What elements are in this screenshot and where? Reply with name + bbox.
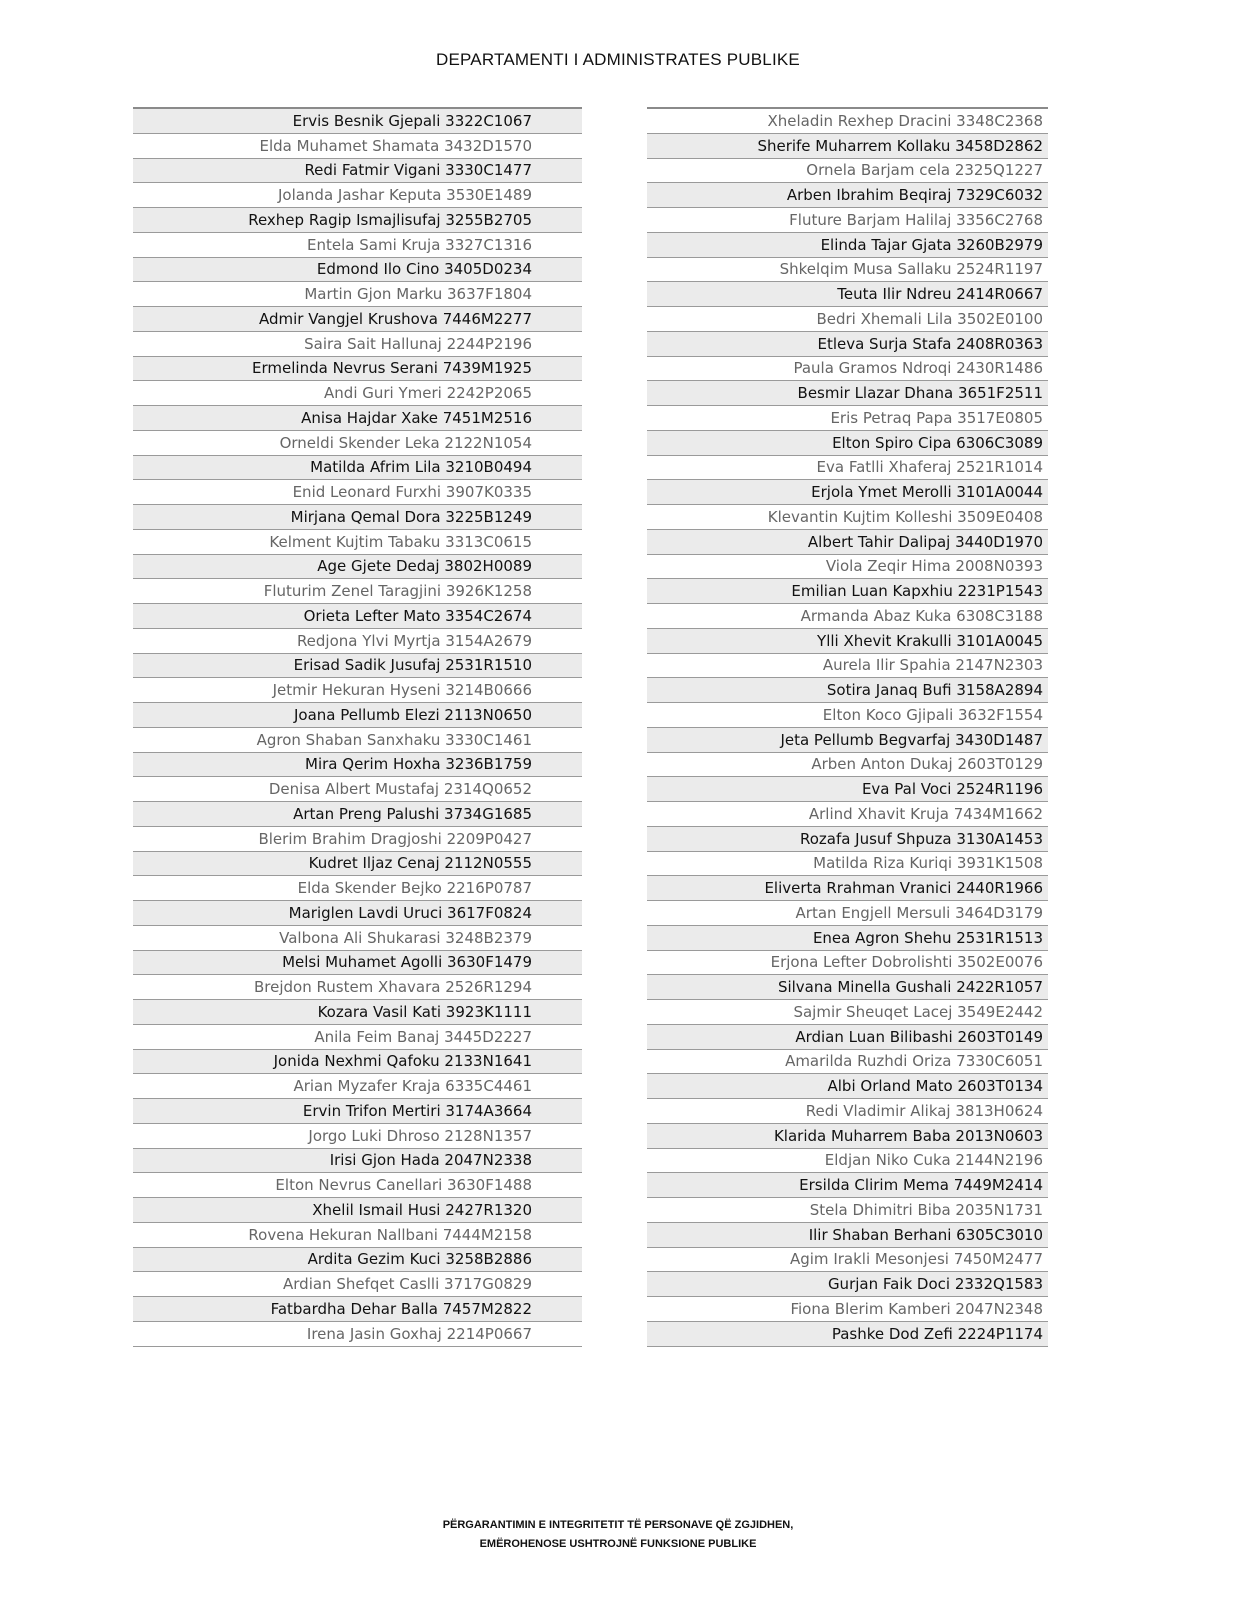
list-item: Klevantin Kujtim Kolleshi 3509E0408 <box>647 505 1048 530</box>
list-item: Agim Irakli Mesonjesi 7450M2477 <box>647 1248 1048 1273</box>
list-item: Fluturim Zenel Taragjini 3926K1258 <box>133 579 582 604</box>
list-item: Stela Dhimitri Biba 2035N1731 <box>647 1198 1048 1223</box>
list-item: Redi Vladimir Alikaj 3813H0624 <box>647 1099 1048 1124</box>
list-item: Ornela Barjam cela 2325Q1227 <box>647 159 1048 184</box>
list-item: Irena Jasin Goxhaj 2214P0667 <box>133 1322 582 1347</box>
list-item: Kozara Vasil Kati 3923K1111 <box>133 1000 582 1025</box>
list-item: Eliverta Rrahman Vranici 2440R1966 <box>647 876 1048 901</box>
right-name-list <box>647 107 1048 1347</box>
list-item: Ardian Luan Bilibashi 2603T0149 <box>647 1025 1048 1050</box>
list-item: Elinda Tajar Gjata 3260B2979 <box>647 233 1048 258</box>
list-item: Aurela Ilir Spahia 2147N2303 <box>647 654 1048 679</box>
list-item: Viola Zeqir Hima 2008N0393 <box>647 555 1048 580</box>
list-item: Ervis Besnik Gjepali 3322C1067 <box>133 109 582 134</box>
list-item: Elton Nevrus Canellari 3630F1488 <box>133 1173 582 1198</box>
list-item: Ylli Xhevit Krakulli 3101A0045 <box>647 629 1048 654</box>
list-item: Agron Shaban Sanxhaku 3330C1461 <box>133 728 582 753</box>
list-item: Elda Skender Bejko 2216P0787 <box>133 876 582 901</box>
list-item: Jorgo Luki Dhroso 2128N1357 <box>133 1124 582 1149</box>
list-item: Eva Pal Voci 2524R1196 <box>647 777 1048 802</box>
list-item: Rexhep Ragip Ismajlisufaj 3255B2705 <box>133 208 582 233</box>
list-item: Ardita Gezim Kuci 3258B2886 <box>133 1248 582 1273</box>
list-item: Saira Sait Hallunaj 2244P2196 <box>133 332 582 357</box>
list-item: Jolanda Jashar Keputa 3530E1489 <box>133 183 582 208</box>
list-item: Mirjana Qemal Dora 3225B1249 <box>133 505 582 530</box>
list-item: Bedri Xhemali Lila 3502E0100 <box>647 307 1048 332</box>
list-item: Blerim Brahim Dragjoshi 2209P0427 <box>133 827 582 852</box>
list-item: Ersilda Clirim Mema 7449M2414 <box>647 1173 1048 1198</box>
list-item: Albi Orland Mato 2603T0134 <box>647 1074 1048 1099</box>
left-name-list <box>133 107 582 1347</box>
list-item: Fluture Barjam Halilaj 3356C2768 <box>647 208 1048 233</box>
list-item: Armanda Abaz Kuka 6308C3188 <box>647 604 1048 629</box>
list-item: Edmond Ilo Cino 3405D0234 <box>133 258 582 283</box>
list-item: Pashke Dod Zefi 2224P1174 <box>647 1322 1048 1347</box>
list-item: Enid Leonard Furxhi 3907K0335 <box>133 480 582 505</box>
list-item: Artan Engjell Mersuli 3464D3179 <box>647 901 1048 926</box>
list-item: Ervin Trifon Mertiri 3174A3664 <box>133 1099 582 1124</box>
list-item: Xheladin Rexhep Dracini 3348C2368 <box>647 109 1048 134</box>
footer-line-2: EMËROHENOSE USHTROJNË FUNKSIONE PUBLIKE <box>479 1538 757 1550</box>
list-item: Matilda Riza Kuriqi 3931K1508 <box>647 852 1048 877</box>
list-item: Arian Myzafer Kraja 6335C4461 <box>133 1074 582 1099</box>
footer-line-1: PËRGARANTIMIN E INTEGRITETIT TË PERSONAVE QË ZGJIDHEN, <box>442 1519 794 1531</box>
list-item: Martin Gjon Marku 3637F1804 <box>133 282 582 307</box>
list-item: Paula Gramos Ndroqi 2430R1486 <box>647 357 1048 382</box>
list-item: Besmir Llazar Dhana 3651F2511 <box>647 381 1048 406</box>
list-item: Amarilda Ruzhdi Oriza 7330C6051 <box>647 1050 1048 1075</box>
footer <box>0 1516 1236 1554</box>
list-item: Arlind Xhavit Kruja 7434M1662 <box>647 802 1048 827</box>
list-item: Enea Agron Shehu 2531R1513 <box>647 926 1048 951</box>
list-item: Erjona Lefter Dobrolishti 3502E0076 <box>647 951 1048 976</box>
list-item: Xhelil Ismail Husi 2427R1320 <box>133 1198 582 1223</box>
list-item: Melsi Muhamet Agolli 3630F1479 <box>133 951 582 976</box>
list-item: Sotira Janaq Bufi 3158A2894 <box>647 678 1048 703</box>
list-item: Kelment Kujtim Tabaku 3313C0615 <box>133 530 582 555</box>
list-item: Elton Koco Gjipali 3632F1554 <box>647 703 1048 728</box>
list-item: Matilda Afrim Lila 3210B0494 <box>133 456 582 481</box>
list-item: Erisad Sadik Jusufaj 2531R1510 <box>133 654 582 679</box>
list-item: Redi Fatmir Vigani 3330C1477 <box>133 159 582 184</box>
list-item: Emilian Luan Kapxhiu 2231P1543 <box>647 579 1048 604</box>
list-item: Age Gjete Dedaj 3802H0089 <box>133 555 582 580</box>
list-item: Sherife Muharrem Kollaku 3458D2862 <box>647 134 1048 159</box>
list-item: Admir Vangjel Krushova 7446M2277 <box>133 307 582 332</box>
list-item: Rozafa Jusuf Shpuza 3130A1453 <box>647 827 1048 852</box>
list-item: Arben Ibrahim Beqiraj 7329C6032 <box>647 183 1048 208</box>
list-item: Teuta Ilir Ndreu 2414R0667 <box>647 282 1048 307</box>
list-item: Eldjan Niko Cuka 2144N2196 <box>647 1149 1048 1174</box>
list-item: Anila Feim Banaj 3445D2227 <box>133 1025 582 1050</box>
list-item: Etleva Surja Stafa 2408R0363 <box>647 332 1048 357</box>
list-item: Ilir Shaban Berhani 6305C3010 <box>647 1223 1048 1248</box>
list-item: Jonida Nexhmi Qafoku 2133N1641 <box>133 1050 582 1075</box>
list-item: Irisi Gjon Hada 2047N2338 <box>133 1149 582 1174</box>
list-item: Eva Fatlli Xhaferaj 2521R1014 <box>647 456 1048 481</box>
list-item: Jetmir Hekuran Hyseni 3214B0666 <box>133 678 582 703</box>
list-item: Mira Qerim Hoxha 3236B1759 <box>133 753 582 778</box>
list-item: Elda Muhamet Shamata 3432D1570 <box>133 134 582 159</box>
list-item: Gurjan Faik Doci 2332Q1583 <box>647 1272 1048 1297</box>
list-item: Ardian Shefqet Caslli 3717G0829 <box>133 1272 582 1297</box>
list-item: Arben Anton Dukaj 2603T0129 <box>647 753 1048 778</box>
list-item: Ermelinda Nevrus Serani 7439M1925 <box>133 357 582 382</box>
list-item: Fatbardha Dehar Balla 7457M2822 <box>133 1297 582 1322</box>
list-item: Elton Spiro Cipa 6306C3089 <box>647 431 1048 456</box>
list-item: Orieta Lefter Mato 3354C2674 <box>133 604 582 629</box>
list-item: Shkelqim Musa Sallaku 2524R1197 <box>647 258 1048 283</box>
list-item: Brejdon Rustem Xhavara 2526R1294 <box>133 975 582 1000</box>
list-item: Redjona Ylvi Myrtja 3154A2679 <box>133 629 582 654</box>
list-item: Jeta Pellumb Begvarfaj 3430D1487 <box>647 728 1048 753</box>
list-item: Mariglen Lavdi Uruci 3617F0824 <box>133 901 582 926</box>
list-item: Silvana Minella Gushali 2422R1057 <box>647 975 1048 1000</box>
list-item: Anisa Hajdar Xake 7451M2516 <box>133 406 582 431</box>
list-item: Joana Pellumb Elezi 2113N0650 <box>133 703 582 728</box>
list-item: Denisa Albert Mustafaj 2314Q0652 <box>133 777 582 802</box>
list-item: Sajmir Sheuqet Lacej 3549E2442 <box>647 1000 1048 1025</box>
list-item: Valbona Ali Shukarasi 3248B2379 <box>133 926 582 951</box>
list-item: Rovena Hekuran Nallbani 7444M2158 <box>133 1223 582 1248</box>
list-item: Kudret Iljaz Cenaj 2112N0555 <box>133 852 582 877</box>
list-item: Entela Sami Kruja 3327C1316 <box>133 233 582 258</box>
list-item: Fiona Blerim Kamberi 2047N2348 <box>647 1297 1048 1322</box>
list-item: Albert Tahir Dalipaj 3440D1970 <box>647 530 1048 555</box>
list-item: Andi Guri Ymeri 2242P2065 <box>133 381 582 406</box>
list-item: Eris Petraq Papa 3517E0805 <box>647 406 1048 431</box>
list-item: Klarida Muharrem Baba 2013N0603 <box>647 1124 1048 1149</box>
page-title: DEPARTAMENTI I ADMINISTRATES PUBLIKE <box>436 50 800 69</box>
list-item: Erjola Ymet Merolli 3101A0044 <box>647 480 1048 505</box>
list-item: Artan Preng Palushi 3734G1685 <box>133 802 582 827</box>
list-item: Orneldi Skender Leka 2122N1054 <box>133 431 582 456</box>
